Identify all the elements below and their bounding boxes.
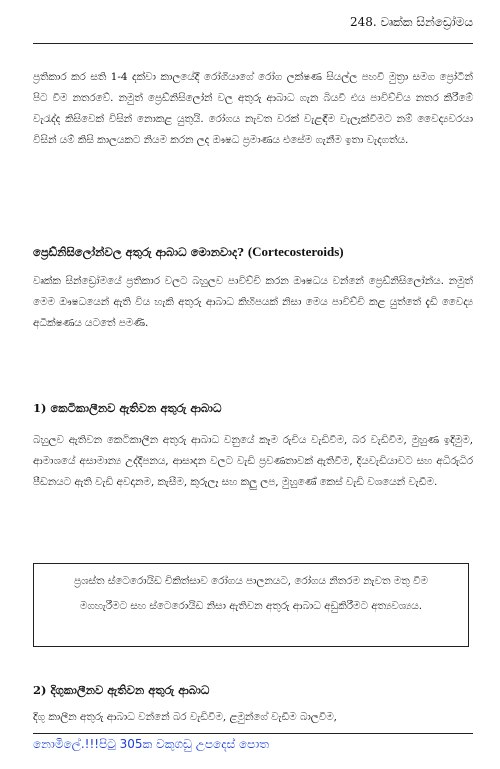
note-box [33,563,469,647]
heading-side-effects-latin: (Cortecosteroids) [247,244,344,259]
paragraph-short-term-effects: බහුලව ඇතිවන කෙටිකාලීන අතුරු ආබාධ වනුයේ කෑම රුචිය වැඩිවීම, බර වැඩිවීම, මුහුණ ඉදිමුම, ආමාශයේ අසාමාන්‍ය උද්දීපනය, ආසාදන වලට වැඩි ප්‍රවණතාවක් ඇතිවීම, දියවැඩියාවට සහ අධිරුධිර පීඩනයට ඇති වැඩි අවදානම, කැසීම, කුරුලෑ සහ කලු ලප, මුහුණේ කෙස් වැඩි වශයෙන් වැඩීම. [33,434,473,488]
note-box-text: ප්‍රශස්ත ස්ටෙරොයිඩ චිකිත්සාව රෝගය පාලනයට, රෝගය නිතරම නැවත මතු වීම මගහැරීමට සහ ස්ටෙරොයිඩ නිසා ඇතිවන අතුරු ආබාධ අඩුකිරීමට අත්‍යවශ්‍යය. [74,575,428,612]
page-footer [33,733,473,764]
page-header [33,12,473,44]
heading-short-term-effects: 1) කෙටිකාලීනව ඇතිවන අතුරු ආබාධ [33,401,222,415]
heading-long-term-effects: 2) දිගුකාලීනව ඇතිවන අතුරු ආබාධ [33,683,210,697]
paragraph-treatment-duration: ප්‍රතිකාර කර සති 1-4 දක්වා කාලයේදී රෝගියාගේ රෝග ලක්ෂණ සියල්ල පහවී මුත්‍රා සමග ප්‍රෝටීන් පිට වීම නතරවේ. නමුත් ප්‍රෙඩ්නිසිලෝන් වල අතුරු ආබාධ ගැන බියවී එය පාවිච්චිය නතර කිරීමේ වැරැද්ද කිසිවෙක් විසින් නොකළ යුතුයි. රෝගය නැවත වරක් වැළඳීම වැලැක්වීමට නම් වෛද්‍යවරයා විසින් යම් කිසි කාලයකට නියම කරන ලද ඖෂධ ප්‍රමාණය එසේම ගැනීම ඉතා වැදගත්ය. [33,71,473,146]
running-title: 248. වෘක්ක සින්ඩ්‍රෝමය [349,15,473,29]
paragraph-long-term-effects: දිගු කාලීන අතුරු ආබාධ වන්නේ බර වැඩිවීම, ළමුන්ගේ වැඩීම බාලවීම, [33,711,337,723]
heading-side-effects [33,242,473,262]
footer-promo-text: නොමිලේ.!!!පිටු 305ක වකුගඩු උපදෙස් පොත [33,737,269,751]
heading-side-effects-sinhala: ප්‍රෙඩ්නිසිලෝන්වල අතුරු ආබාධ මොනවාද? [33,245,244,259]
paragraph-prednisolone-intro: වෘක්ක සින්ඩ්‍රෝමයේ ප්‍රතිකාර වලට බහුලව පාවිච්චි කරන ඖෂධය වන්නේ ප්‍රෙඩ්නිසිලෝන්ය. නමුත් මෙම ඖෂධයෙන් ඇති විය හැකි අතුරු ආබාධ කිහිපයක් නිසා මෙය පාවිච්චි කළ යුත්තේ දැඩි වෛද්‍ය අධීක්ෂණය යටතේ පමණි. [33,275,473,329]
